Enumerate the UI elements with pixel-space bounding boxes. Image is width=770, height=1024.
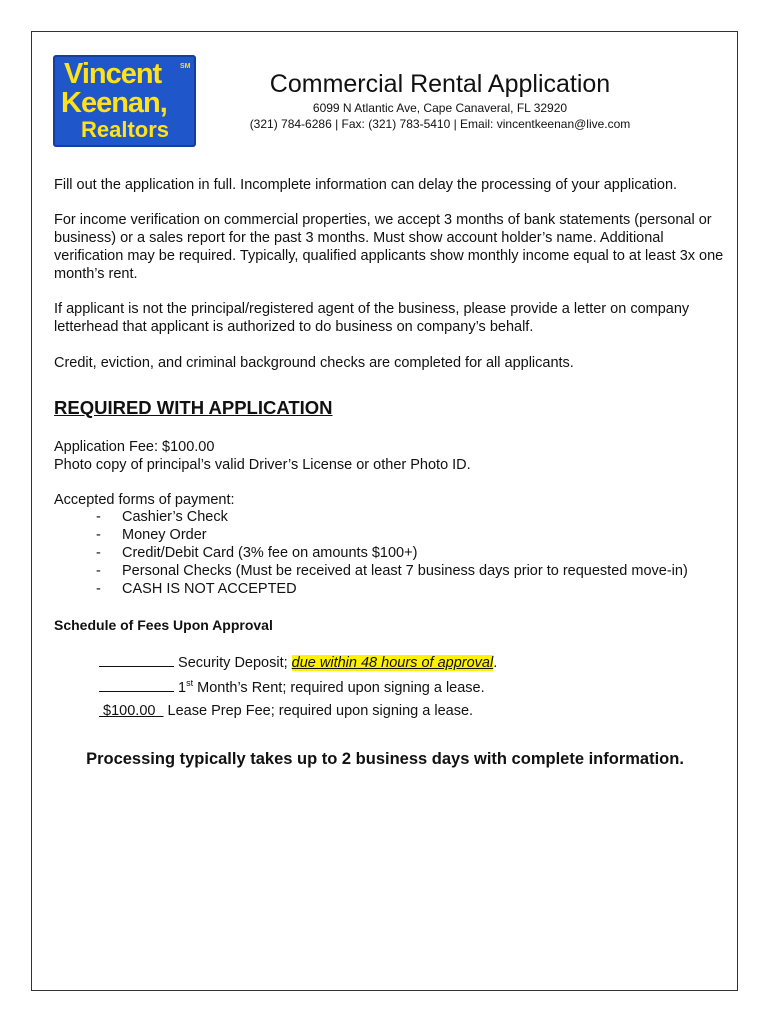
payment-methods-list — [96, 508, 688, 598]
list-item: - Credit/Debit Card (3% fee on amounts $100+) — [96, 545, 418, 561]
lease-prep-fee-line — [99, 702, 473, 720]
page-title: Commercial Rental Application — [269, 70, 611, 98]
intro-paragraph-1: Fill out the application in full. Incomplete information can delay the processing of your application. — [54, 177, 678, 193]
first-month-rent-line: 1st Month’s Rent; required upon signing a lease. — [99, 677, 485, 697]
processing-note: Processing typically takes up to 2 business days with complete information. — [86, 750, 684, 768]
logo-line-3: Realtors — [81, 117, 170, 142]
application-fee: Application Fee: $100.00 — [54, 439, 215, 455]
first-month-rent-blank[interactable] — [99, 677, 174, 692]
security-deposit-blank[interactable] — [99, 652, 174, 667]
intro-paragraph-3: If applicant is not the principal/registered agent of the business, please provide a letter on company letterhead that applicant is authorized to do business on company’s behalf. — [54, 301, 690, 335]
logo-line-1: Vincent — [64, 58, 162, 90]
list-item: - Personal Checks (Must be received at least 7 business days prior to requested move-in) — [96, 563, 688, 579]
list-item: - Cashier’s Check — [96, 509, 228, 525]
security-deposit-deadline: due within 48 hours of approval — [291, 655, 494, 671]
lease-prep-fee-amount: $100.00 — [103, 703, 156, 719]
company-address: 6099 N Atlantic Ave, Cape Canaveral, FL 32920 — [312, 101, 568, 115]
intro-paragraph-2: For income verification on commercial properties, we accept 3 months of bank statements (personal or business) or a sales report for the past 3 months. Must show account holder’s name. Additional verification may be required. Typically, qualified applicants show monthly income equal to at least 3x one month’s rent. — [54, 212, 724, 282]
company-logo — [53, 55, 196, 147]
lease-prep-fee-label: Lease Prep Fee; required upon signing a lease. — [167, 703, 474, 719]
intro-paragraph-4: Credit, eviction, and criminal background checks are completed for all applicants. — [54, 355, 574, 371]
document-header — [210, 68, 670, 132]
first-month-rent-label: Month’s Rent; required upon signing a lease. — [193, 680, 485, 696]
security-deposit-line: Security Deposit; due within 48 hours of approval. — [99, 652, 497, 672]
company-contact: (321) 784-6286 | Fax: (321) 783-5410 | Email: vincentkeenan@live.com — [249, 117, 631, 131]
required-heading: REQUIRED WITH APPLICATION — [54, 397, 333, 418]
logo-service-mark: SM — [180, 63, 191, 70]
security-deposit-label: Security Deposit; — [178, 655, 292, 671]
payment-intro: Accepted forms of payment: — [54, 492, 235, 508]
list-item: - Money Order — [96, 527, 207, 543]
list-item: - CASH IS NOT ACCEPTED — [96, 581, 297, 597]
logo-line-2: Keenan, — [61, 87, 167, 119]
photo-id-requirement: Photo copy of principal’s valid Driver’s License or other Photo ID. — [54, 457, 471, 473]
schedule-title: Schedule of Fees Upon Approval — [54, 617, 273, 633]
